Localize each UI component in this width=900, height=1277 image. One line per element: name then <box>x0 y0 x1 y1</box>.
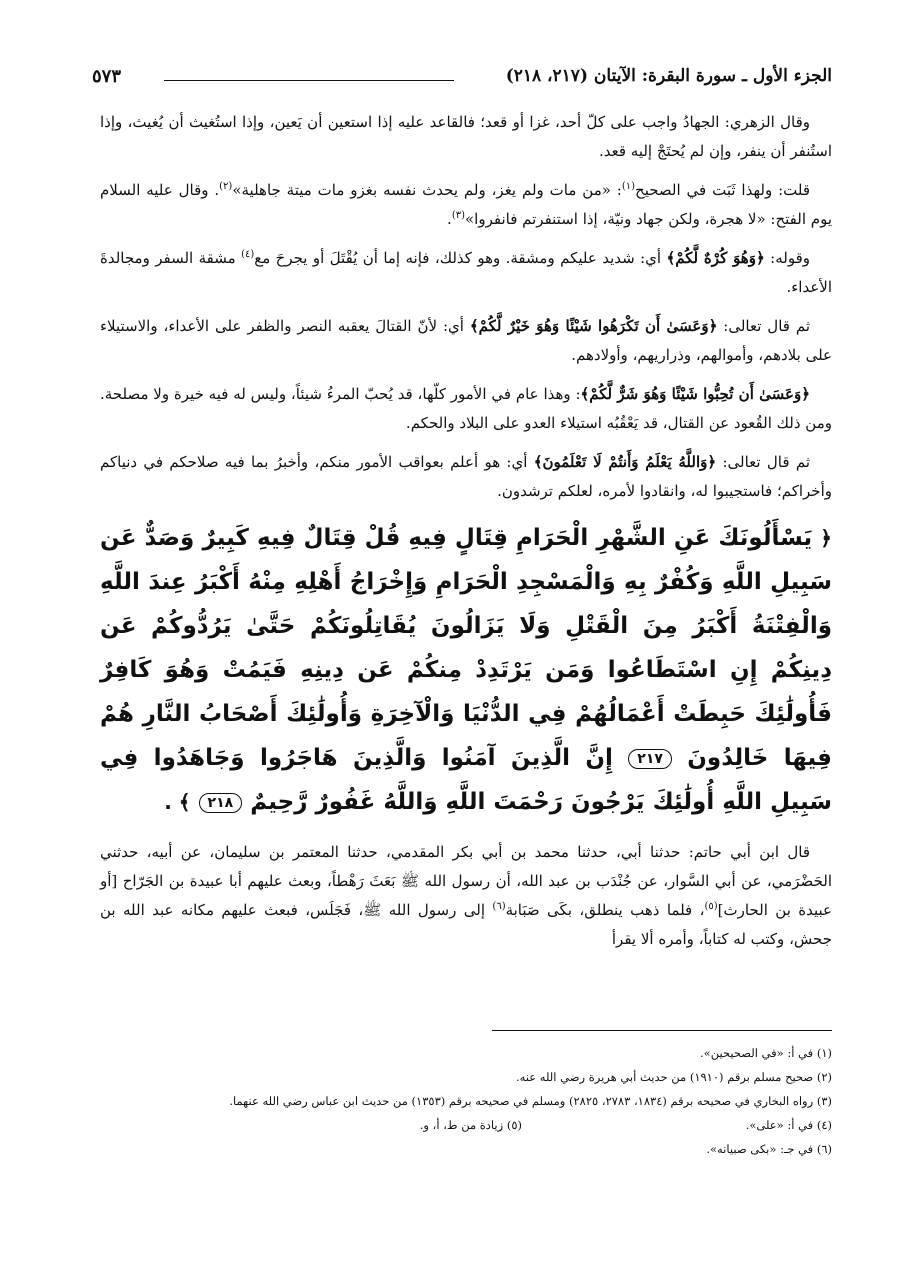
paragraph-text: . وقال عليه السلام يوم الفتح: «لا هجرة، ولكن جهاد ونيّة، إذا استنفرتم فانفروا» <box>100 181 832 228</box>
verse-text-218: إِنَّ الَّذِينَ آمَنُوا وَالَّذِينَ هَاجَرُوا وَجَاهَدُوا فِي سَبِيلِ اللَّهِ أُولَٰئِكَ يَرْجُونَ رَحْمَتَ اللَّهِ وَاللَّهُ غَفُورٌ رَّحِيمٌ <box>100 745 832 815</box>
footnote-row-4-5 <box>100 1113 832 1137</box>
verse-open-brace: ﴿ <box>820 526 832 550</box>
verse-text-217: يَسْأَلُونَكَ عَنِ الشَّهْرِ الْحَرَامِ قِتَالٍ فِيهِ قُلْ قِتَالٌ فِيهِ كَبِيرٌ وَصَدٌّ عَن سَبِيلِ اللَّهِ وَكُفْرٌ بِهِ وَالْمَسْجِدِ الْحَرَامِ وَإِخْرَاجُ أَهْلِهِ مِنْهُ أَكْبَرُ عِندَ اللَّهِ وَالْفِتْنَةُ أَكْبَرُ مِنَ الْقَتْلِ وَلَا يَزَالُونَ يُقَاتِلُونَكُمْ حَتَّىٰ يَرُدُّوكُمْ عَن دِينِكُمْ إِنِ اسْتَطَاعُوا وَمَن يَرْتَدِدْ مِنكُمْ عَن دِينِهِ فَيَمُتْ وَهُوَ كَافِرٌ فَأُولَٰئِكَ حَبِطَتْ أَعْمَالُهُمْ فِي الدُّنْيَا وَالْآخِرَةِ وَأُولَٰئِكَ أَصْحَابُ النَّارِ هُمْ فِيهَا خَالِدُونَ <box>100 525 832 771</box>
footnote-4: (٤) في أ: «على». <box>745 1118 832 1132</box>
quran-quote: ﴿وَعَسَىٰ أَن تُحِبُّوا شَيْئًا وَهُوَ شَرٌّ لَّكُمْ﴾ <box>580 385 810 403</box>
paragraph-text: ثم قال تعالى: <box>717 317 810 335</box>
paragraph-text: قال ابن أبي حاتم: حدثنا أبي، حدثنا محمد بن أبي بكر المقدمي، حدثنا المعتمر بن سليمان، عن أبيه، حدثني الحَضْرَمي، عن أبي السَّوار، عن جُنْدَب بن عبد الله، أن رسول الله ﷺ بَعَثَ رَهْطاً، وبعث عليهم أبا عبيدة بن الجَرّاح [أو عبيدة بن الحارث] <box>100 843 833 919</box>
header-title: الجزء الأول ـ سورة البقرة: الآيتان (٢١٧، ٢١٨) <box>505 66 832 86</box>
paragraph-allah-yalam <box>100 448 832 506</box>
verse-number-218: ٢١٨ <box>199 793 243 813</box>
paragraph-text: إلى رسول الله ﷺ، فَجَلَس، فبعث عليهم مكانه عبد الله بن جحش، وكتب له كتاباً، وأمره ألا يقرأ <box>100 901 832 948</box>
footnote-5: (٥) زيادة من ط، أ، و. <box>419 1118 522 1132</box>
page-number: ٥٧٣ <box>92 66 122 87</box>
paragraph-asa-sharr <box>100 380 832 438</box>
footnote-ref[interactable]: (٦) <box>492 901 506 912</box>
quran-quote: ﴿وَاللَّهُ يَعْلَمُ وَأَنتُمْ لَا تَعْلَمُونَ﴾ <box>533 453 717 471</box>
footnote-ref[interactable]: (١) <box>621 181 636 192</box>
paragraph-zuhri <box>100 108 832 166</box>
paragraph-text: قلت: ولهذا ثَبَت في الصحيح <box>635 181 810 199</box>
footnotes <box>100 1041 832 1161</box>
paragraph-text: ثم قال تعالى: <box>716 453 811 471</box>
paragraph-text: أي: هو أعلم بعواقب الأمور منكم، وأخبرُ بما فيه صلاحكم في دنياكم وأخراكم؛ فاستجيبوا له، وانقادوا لأمره، لعلكم ترشدون. <box>100 453 832 500</box>
paragraph-kurh <box>100 244 832 302</box>
footnote-divider <box>492 1030 832 1031</box>
running-header <box>92 66 832 94</box>
verse-close-brace: ﴾ . <box>164 790 191 814</box>
paragraph-text: ، فلما ذهب ينطلق، بكَى صَبَابة <box>505 901 705 919</box>
main-text <box>100 108 832 954</box>
paragraph-text: : «من مات ولم يغز، ولم يحدث نفسه بغزو مات ميتة جاهلية» <box>232 181 622 199</box>
footnote-2: (٢) صحيح مسلم برقم (١٩١٠) من حديث أبي هريرة رضي الله عنه. <box>516 1070 832 1084</box>
paragraph-text: مشقة السفر ومجالدةَ الأعداء. <box>100 249 832 296</box>
footnote-ref[interactable]: (٤) <box>241 249 255 260</box>
paragraph-sahih <box>100 176 832 234</box>
footnote-6: (٦) في جـ: «بكى صبيانه». <box>706 1142 832 1156</box>
quran-quote: ﴿وَهُوَ كُرْهٌ لَّكُمْ﴾ <box>666 249 765 267</box>
header-rule <box>164 80 454 81</box>
quran-verse-block <box>100 516 832 824</box>
paragraph-text: أي: لأنّ القتالَ يعقبه النصر والظفر على الأعداء، والاستيلاء على بلادهم، وأموالهم، وذراريهم، وأولادهم. <box>100 317 832 364</box>
footnote-1: (١) في أ: «في الصحيحين». <box>700 1046 832 1060</box>
paragraph-text: وقوله: <box>764 249 810 267</box>
footnote-ref[interactable]: (٥) <box>704 901 718 912</box>
paragraph-asa-khayr <box>100 312 832 370</box>
paragraph-text: وقال الزهري: الجهادُ واجب على كلّ أحد، غزا أو قعد؛ فالقاعد عليه إذا استعين أن يَعين، وإذا استُغيث أن يُغيث، وإذا استُنفر أن ينفر، وإن لم يُحتَجْ إليه قعد. <box>100 113 832 160</box>
paragraph-text: : وهذا عام في الأمور كلّها، قد يُحبّ المرءُ شيئاً، وليس له فيه خيرة ولا مصلحة. ومن ذلك القُعود عن القتال، قد يَعْقُبُه استيلاء العدو على البلاد والحكم. <box>100 385 832 432</box>
quran-quote: ﴿وَعَسَىٰ أَن تَكْرَهُوا شَيْئًا وَهُوَ خَيْرٌ لَّكُمْ﴾ <box>469 317 718 335</box>
paragraph-text: . <box>447 210 452 228</box>
footnote-3: (٣) رواه البخاري في صحيحه برقم (١٨٣٤، ٢٧٨٣، ٢٨٢٥) ومسلم في صحيحه برقم (١٣٥٣) من حديث ابن عباس رضي الله عنهما. <box>229 1094 832 1108</box>
footnote-ref[interactable]: (٢) <box>219 181 233 192</box>
footnote-ref[interactable]: (٣) <box>451 210 465 221</box>
verse-number-217: ٢١٧ <box>628 749 672 769</box>
paragraph-text: أي: شديد عليكم ومشقة. وهو كذلك، فإنه إما أن يُقْتَلَ أو يجرحَ مع <box>254 249 667 267</box>
paragraph-narration <box>100 838 832 954</box>
